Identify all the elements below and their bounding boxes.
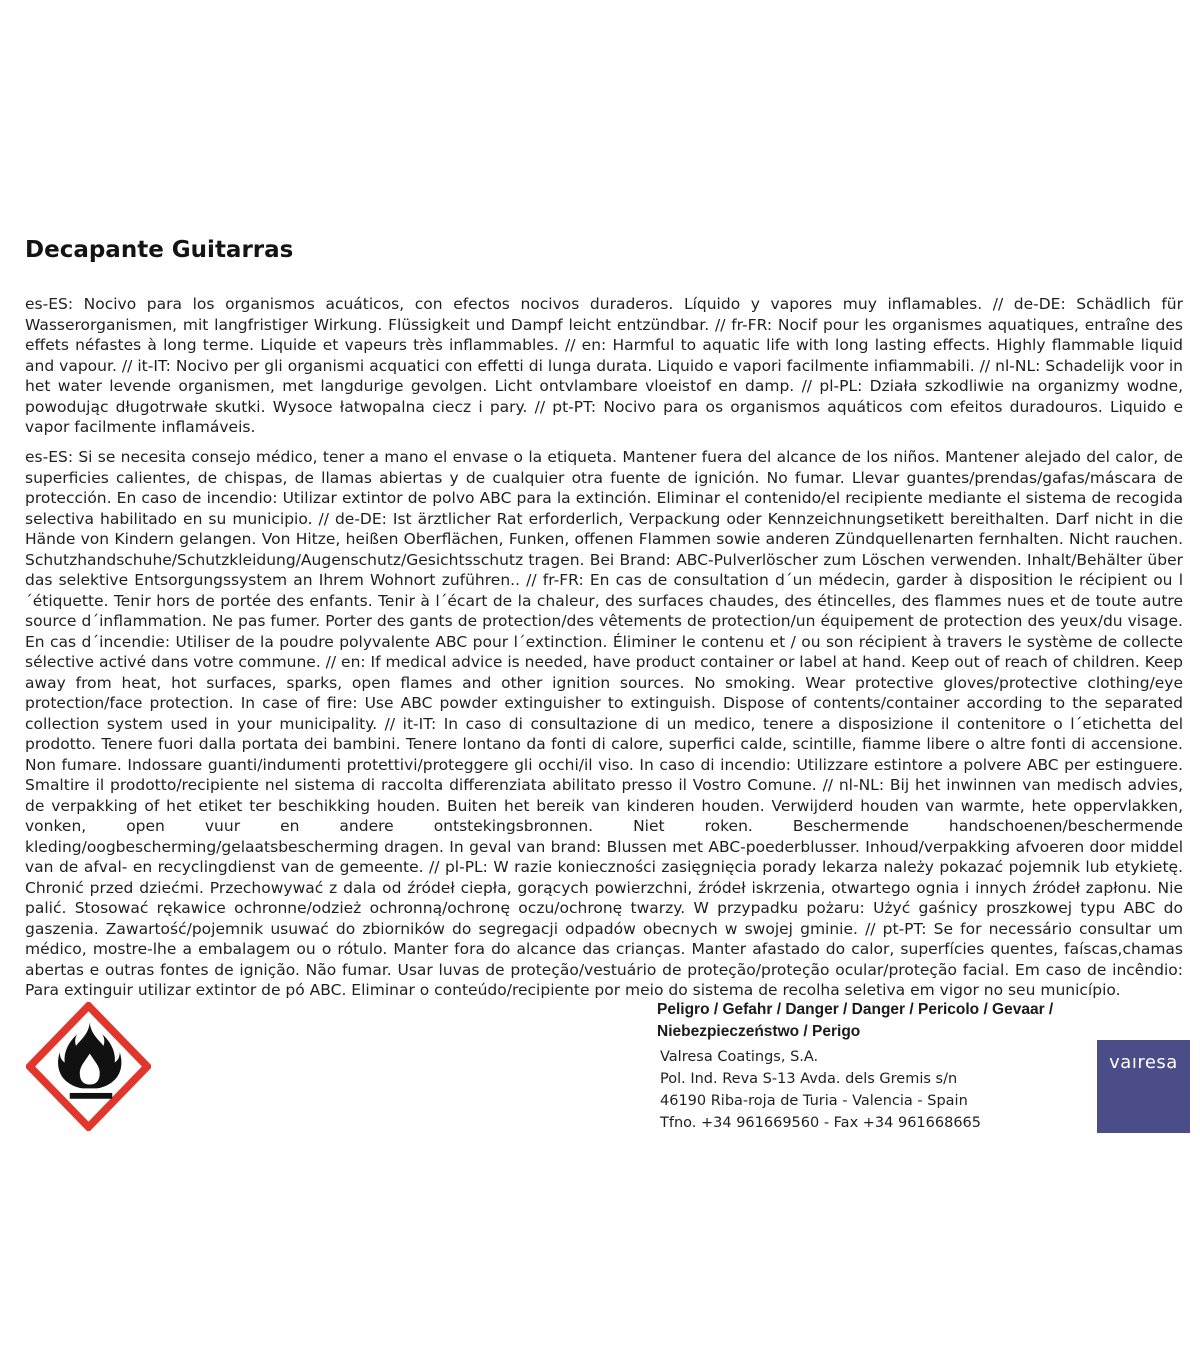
flame-base-bar: [70, 1093, 113, 1099]
precautionary-statements-paragraph: es-ES: Si se necesita consejo médico, tener a mano el envase o la etiqueta. Mantener fuera del alcance de los niños. Mantener alejado del calor, de superficies calientes, de chispas, de llamas abiertas y de cualquier otra fuente de ignición. No fumar. Llevar guantes/prendas/gafas/máscara de protección. En caso de incendio: Utilizar extintor de polvo ABC para la extinción. Eliminar el contenido/el recipiente mediante el sistema de recogida selectiva habilitado en su municipio. // de-DE: Ist ärztlicher Rat erforderlich, Verpackung oder Kennzeichnungsetikett bereithalten. Darf nicht in die Hände von Kindern gelangen. Von Hitze, heißen Oberflächen, Funken, offenen Flammen sowie anderen Zündquellenarten fernhalten. Nicht rauchen. Schutzhandschuhe/Schutzkleidung/Augenschutz/Gesichtsschutz tragen. Bei Brand: ABC-Pulverlöscher zum Löschen verwenden. Inhalt/Behälter über das selektive Entsorgungssystem an Ihrem Wohnort zuführen.. // fr-FR: En cas de consultation d´un médecin, garder à disposition le récipient ou l´étiquette. Tenir hors de portée des enfants. Tenir à l´écart de la chaleur, des surfaces chaudes, des étincelles, des flammes nues et de toute autre source d´inflammation. Ne pas fumer. Porter des gants de protection/des vêtements de protection/un équipement de protection des yeux/du visage. En cas d´incendie: Utiliser de la poudre polyvalente ABC pour l´extinction. Éliminer le contenu et / ou son récipient à travers le système de collecte sélective activé dans votre commune. // en: If medical advice is needed, have product container or label at hand. Keep out of reach of children. Keep away from heat, hot surfaces, sparks, open flames and other ignition sources. No smoking. Wear protective gloves/protective clothing/eye protection/face protection. In case of fire: Use ABC powder extinguisher to extinguish. Dispose of contents/container according to the separated collection system used in your municipality. // it-IT: In caso di consultazione di un medico, tenere a disposizione il contenitore o l´etichetta del prodotto. Tenere fuori dalla portata dei bambini. Tenere lontano da fonti di calore, superfici calde, scintille, fiamme libere o altre fonti di accensione. Non fumare. Indossare guanti/indumenti protettivi/proteggere gli occhi/il viso. In caso di incendio: Utilizzare estintore a polvere ABC per estinguere. Smaltire il prodotto/recipiente nel sistema di raccolta differenziata abilitato presso il Vostro Comune. // nl-NL: Bij het inwinnen van medisch advies, de verpakking of het etiket ter beschikking houden. Buiten het bereik van kinderen houden. Verwijderd houden van warmte, hete oppervlakken, vonken, open vuur en andere ontstekingsbronnen. Niet roken. Beschermende handschoenen/beschermende kleding/oogbescherming/gelaatsbescherming dragen. In geval van brand: Blussen met ABC-poederblusser. Inhoud/verpakking afvoeren door middel van de afval- en recyclingdienst van de gemeente. // pl-PL: W razie konieczności zasięgnięcia porady lekarza należy pokazać pojemnik lub etykietę. Chronić przed dziećmi. Przechowywać z dala od źródeł ciepła, gorących powierzchni, źródeł iskrzenia, otwartego ognia i innych źródeł zapłonu. Nie palić. Stosować rękawice ochronne/odzież ochronną/ochronę oczu/ochronę twarzy. W przypadku pożaru: Użyć gaśnicy proszkowej typu ABC do gaszenia. Zawartość/pojemnik usuwać do zbiorników do segregacji odpadów obecnych w swojej gminie. // pt-PT: Se for necessário consultar um médico, mostre-lhe a embalagem ou o rótulo. Manter fora do alcance das crianças. Manter afastado do calor, superfícies quentes, faíscas,chamas abertas e outras fontes de ignição. Não fumar. Usar luvas de proteção/vestuário de proteção/proteção ocular/proteção facial. Em caso de incêndio: Para extinguir utilizar extintor de pó ABC. Eliminar o conteúdo/recipiente por meio do sistema de recolha seletiva em vigor no seu município.: [25, 448, 1183, 999]
company-name: Valresa Coatings, S.A.: [660, 1049, 819, 1065]
company-info-block: [660, 1046, 981, 1134]
ghs02-flammable-pictogram: [26, 1002, 151, 1131]
signal-words-line-2: Niebezpieczeństwo / Perigo: [657, 1023, 861, 1040]
valresa-logo: [1097, 1040, 1190, 1133]
page-title: Decapante Guitarras: [25, 237, 294, 263]
company-address-line-1: Pol. Ind. Reva S-13 Avda. dels Gremis s/n: [660, 1071, 958, 1087]
hazard-diamond-border: [30, 1006, 148, 1127]
signal-words-line-1: Peligro / Gefahr / Danger / Danger / Pericolo / Gevaar /: [657, 1001, 1054, 1018]
signal-words-block: [657, 999, 1053, 1043]
company-address-line-2: 46190 Riba-roja de Turia - Valencia - Spain: [660, 1093, 968, 1109]
valresa-logo-text: vaıresa: [1109, 1052, 1178, 1073]
hazard-statements-paragraph: es-ES: Nocivo para los organismos acuáticos, con efectos nocivos duraderos. Líquido y vapores muy inflamables. // de-DE: Schädlich für Wasserorganismen, mit langfristiger Wirkung. Flüssigkeit und Dampf leicht entzündbar. // fr-FR: Nocif pour les organismes aquatiques, entraîne des effets néfastes à long terme. Liquide et vapeurs très inflammables. // en: Harmful to aquatic life with long lasting effects. Highly flammable liquid and vapour. // it-IT: Nocivo per gli organismi acquatici con effetti di lunga durata. Liquido e vapori facilmente infiammabili. // nl-NL: Schadelijk voor in het water levende organismen, met langdurige gevolgen. Licht ontvlambare vloeistof en damp. // pl-PL: Działa szkodliwie na organizmy wodne, powodując długotrwałe skutki. Wysoce łatwopalna ciecz i pary. // pt-PT: Nocivo para os organismos aquáticos com efeitos duradouros. Liquido e vapor facilmente inflamáveis.: [25, 295, 1183, 436]
company-phone-fax: Tfno. +34 961669560 - Fax +34 961668665: [660, 1115, 981, 1131]
